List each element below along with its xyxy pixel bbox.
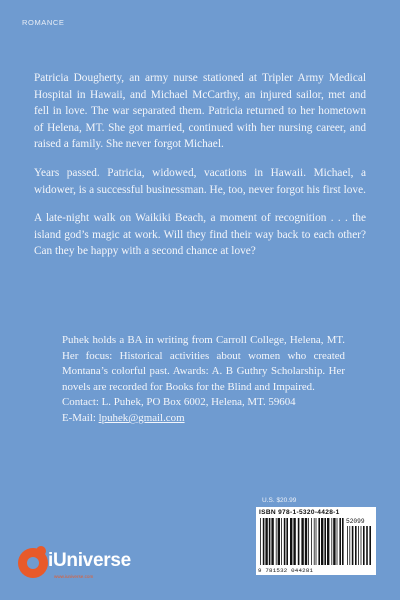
barcode-bar <box>316 518 317 565</box>
isbn-barcode <box>256 507 376 575</box>
barcode-bar <box>260 518 261 565</box>
barcode-bar <box>286 518 288 565</box>
barcode-addon-bar <box>358 526 359 565</box>
barcode-addon-bar <box>369 526 371 565</box>
barcode-bar <box>305 518 307 565</box>
barcode-addon-bar <box>363 526 365 565</box>
publisher-url: www.iuniverse.com <box>54 574 94 579</box>
barcode-bar <box>293 518 295 565</box>
barcode-bar <box>269 518 271 565</box>
barcode-bar <box>265 518 267 565</box>
author-bio <box>62 333 345 427</box>
barcode-bar <box>301 518 303 565</box>
barcode-bar <box>298 518 300 565</box>
barcode-addon-bar <box>366 526 368 565</box>
genre-label: ROMANCE <box>22 18 65 27</box>
barcode-bar <box>337 518 338 565</box>
isbn-text: ISBN 978-1-5320-4428-1 <box>259 509 340 516</box>
barcode-bars <box>260 518 372 567</box>
barcode-bar <box>327 518 329 565</box>
blurb-paragraph-2: Years passed. Patricia, widowed, vacations in Hawaii. Michael, a widower, is a successful businessman. He, too, never forgot his first love. <box>34 166 366 196</box>
barcode-addon-bar <box>352 526 354 565</box>
email-label: E-Mail: <box>62 411 99 424</box>
barcode-bar <box>290 518 292 565</box>
barcode-bar <box>324 518 326 565</box>
barcode-addon-bar <box>347 526 348 565</box>
barcode-bar <box>308 518 309 565</box>
blurb-paragraph-1: Patricia Dougherty, an army nurse stationed at Tripler Army Medical Hospital in Hawaii, and Michael McCarthy, an injured sailor, met and fell in love. The war separated them. Patricia returned to her hometown of Helena, MT. She got married, continued with her nursing career, and raised a family. She never forgot Michael. <box>34 72 366 151</box>
barcode-bar <box>339 518 341 565</box>
barcode-bar <box>263 518 265 565</box>
email-link[interactable]: lpuhek@gmail.com <box>98 411 185 424</box>
barcode-bar <box>314 518 315 565</box>
barcode-bar <box>271 518 273 565</box>
barcode-bar <box>284 518 286 565</box>
barcode-bar <box>318 518 320 565</box>
iuniverse-logo-icon <box>18 548 48 578</box>
author-bio-text: Puhek holds a BA in writing from Carroll College, Helena, MT. Her focus: Historical activities about women who created Montana’s colorful past. Awards: A. B Guthry Scholarship. Her novels are recorded for Books for the Blind and Impaired. <box>62 334 345 393</box>
barcode-bar <box>321 518 323 565</box>
barcode-addon-number: 52099 <box>346 518 365 525</box>
barcode-addon-bar <box>361 526 362 565</box>
barcode-bar <box>331 518 332 565</box>
barcode-bar <box>278 518 280 565</box>
barcode-bar <box>342 518 344 565</box>
barcode-digits: 9 781532 044281 <box>258 567 314 574</box>
barcode-bar <box>311 518 312 565</box>
publisher-name: iUniverse <box>48 550 131 571</box>
barcode-bar <box>276 518 277 565</box>
author-contact: Contact: L. Puhek, PO Box 6002, Helena, MT. 59604 <box>62 396 296 409</box>
barcode-addon-bar <box>349 526 350 565</box>
price-label: U.S. $20.99 <box>262 497 297 504</box>
barcode-addon-bar <box>355 526 357 565</box>
barcode-bar <box>281 518 282 565</box>
back-cover-blurb <box>34 70 366 272</box>
barcode-bar <box>333 518 335 565</box>
publisher-logo <box>18 544 168 584</box>
blurb-paragraph-3: A late-night walk on Waikiki Beach, a moment of recognition . . . the island god’s magic at work. Will they find their way back to each other? Can they be happy with a second chance at love? <box>34 212 366 258</box>
